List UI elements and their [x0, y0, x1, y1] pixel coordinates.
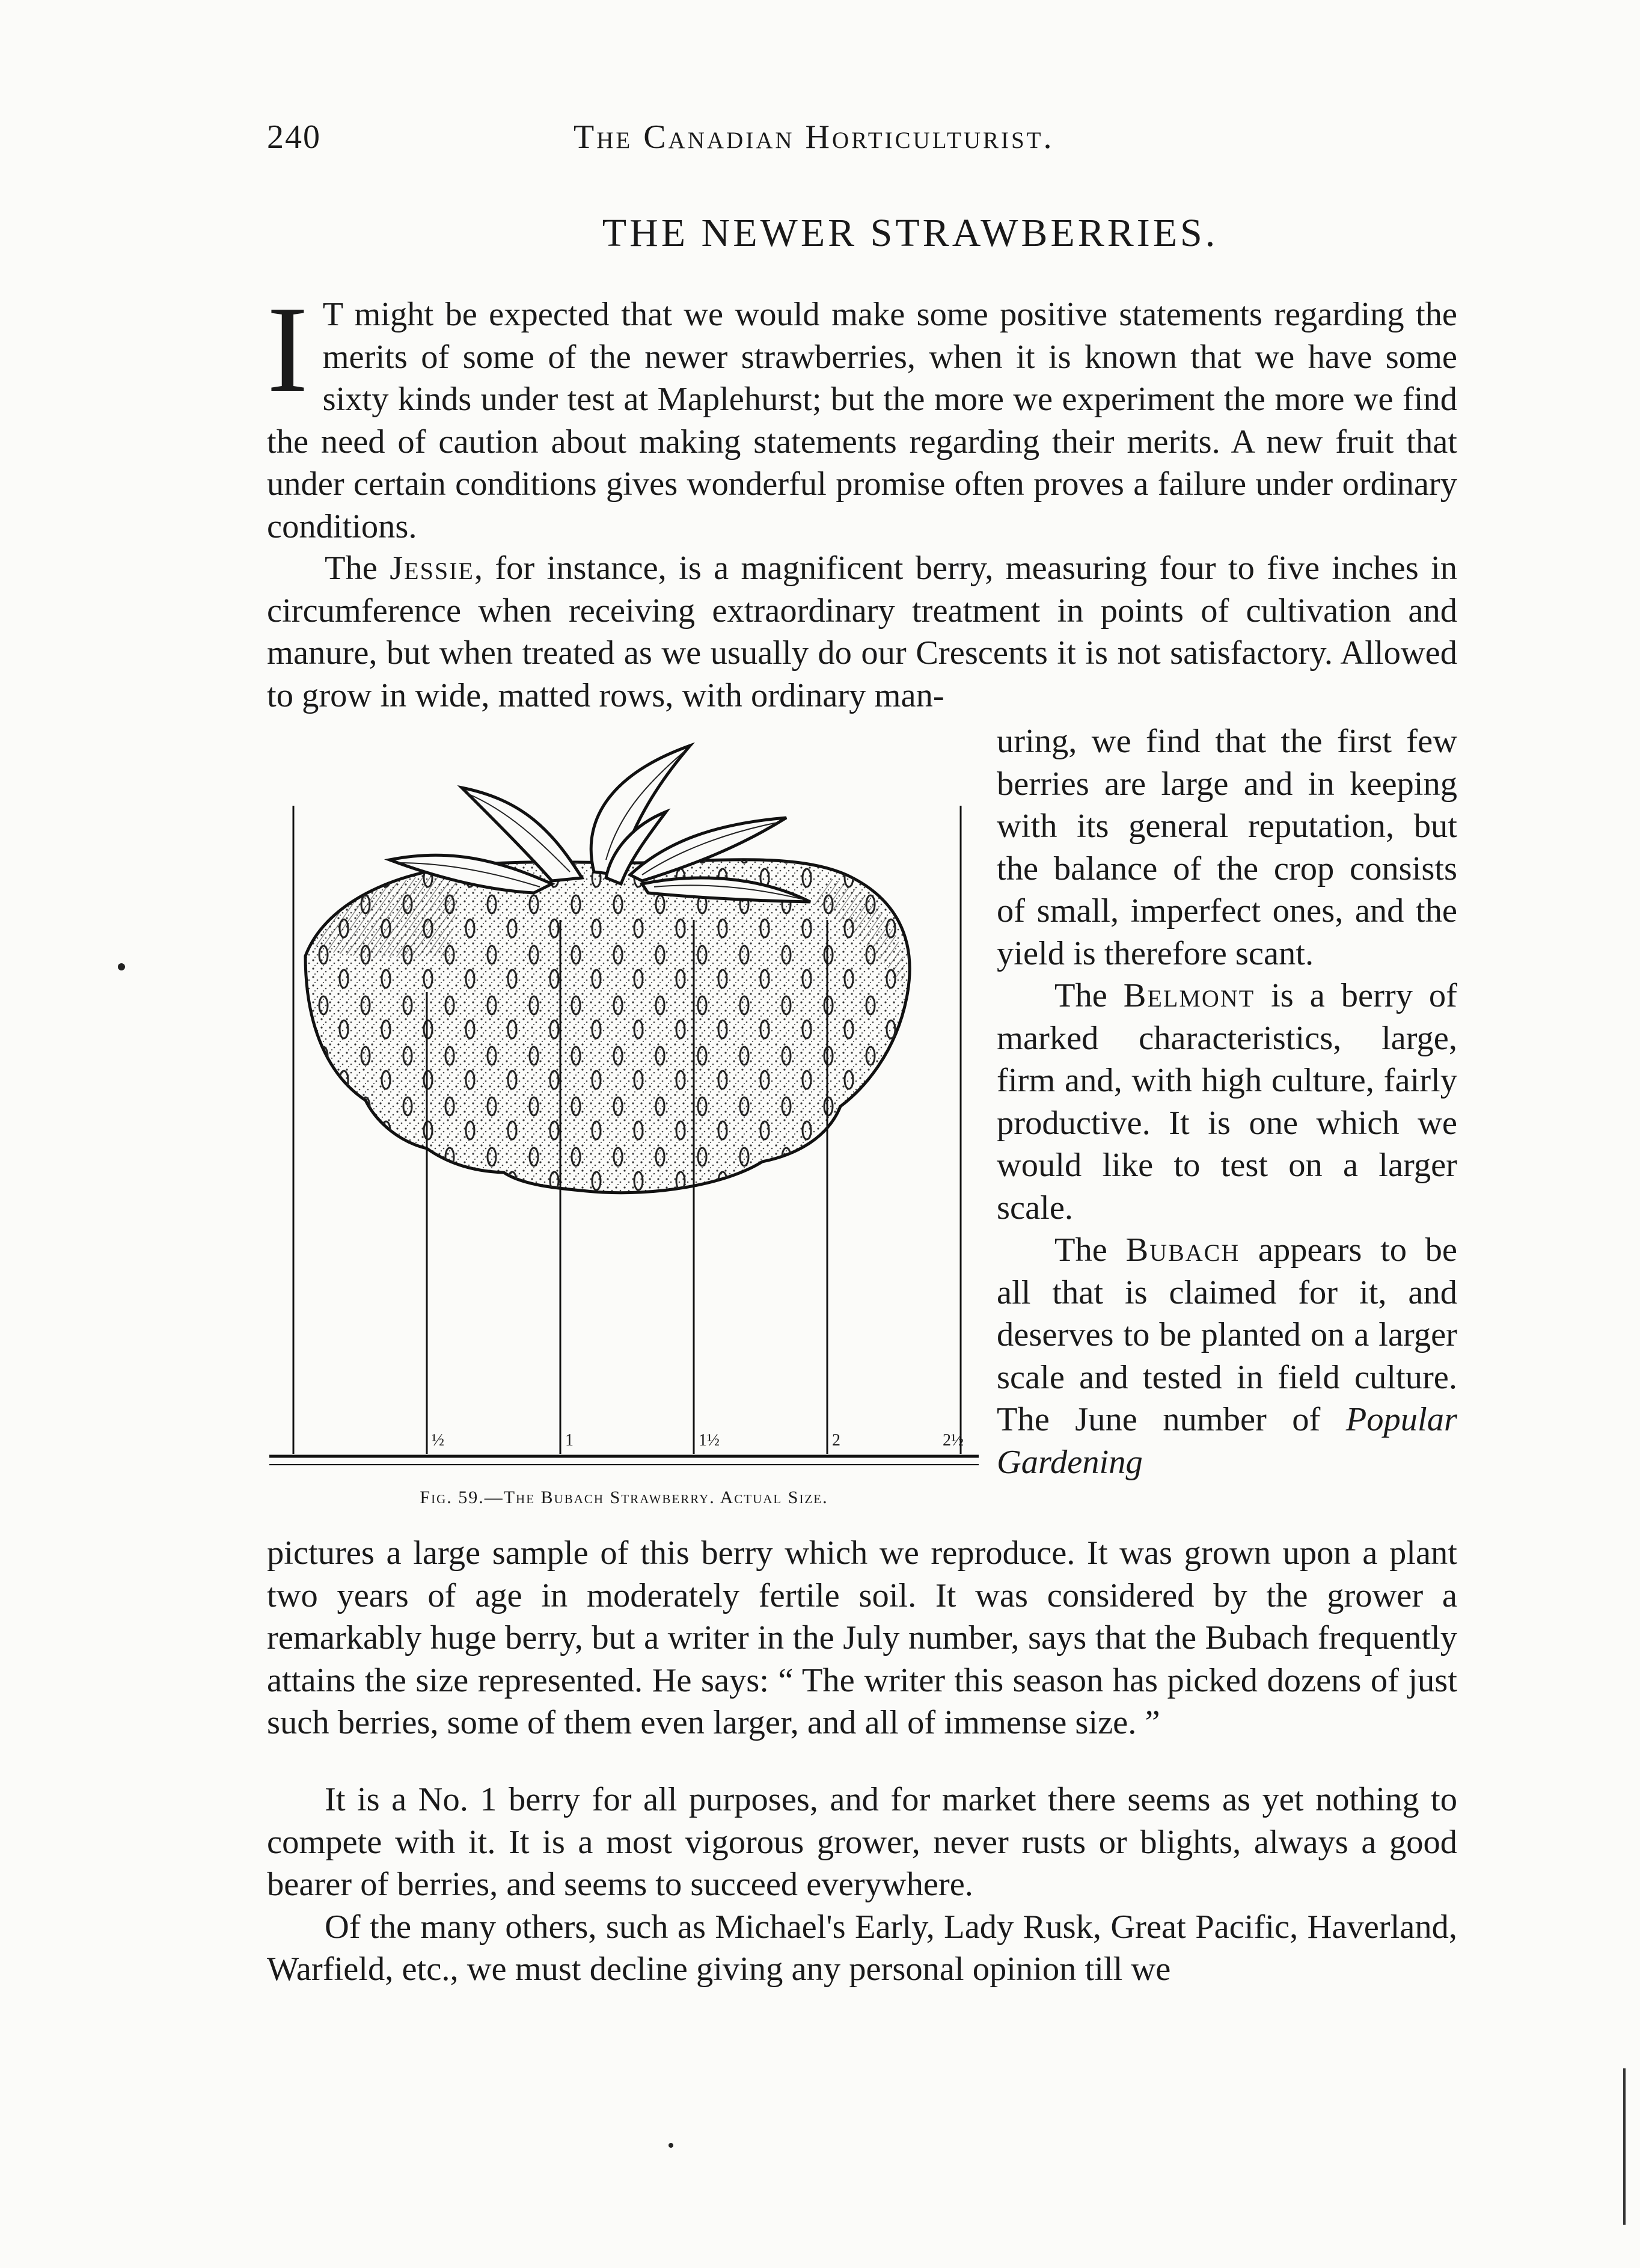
scale-label-one: 1 — [565, 1431, 574, 1450]
side-column — [997, 720, 1457, 1483]
belmont-text: is a berry of marked characteristics, large, firm and, with high culture, fairly productive. It is one which we would like to test on a larger scale. — [997, 977, 1457, 1227]
scale-label-two: 2 — [832, 1431, 840, 1450]
publication-title: Popular Gardening — [997, 1401, 1457, 1481]
jessie-continuation: uring, we find that the first few berries are large and in keeping with its general reputation, but the balance of the crop consists of small, imperfect ones, and the yield is therefore scant. — [997, 723, 1457, 972]
scale-label-two-half: 2½ — [943, 1431, 964, 1450]
scale-label-half: ½ — [432, 1431, 444, 1450]
jessie-text: , for instance, is a magnificent berry, measuring four to five inches in circumference when receiving extraordinary treatment in points of cultivation and manure, but when treated as we usually do our Crescents it is not satisfactory. Allowed to grow in wide, matted rows, with ordinary man- — [267, 550, 1457, 714]
belmont-paragraph — [997, 975, 1457, 1229]
jessie-variety-name: Jessie — [390, 550, 474, 587]
jessie-lead: The — [325, 550, 390, 587]
running-head — [267, 118, 1457, 172]
page-number: 240 — [267, 118, 321, 156]
belmont-lead: The — [1054, 977, 1124, 1014]
strawberry-illustration — [269, 740, 979, 1485]
strawberry-body — [305, 860, 910, 1193]
article-title: THE NEWER STRAWBERRIES. — [602, 211, 1219, 255]
conclusion-paragraph-2: Of the many others, such as Michael's Early, Lady Rusk, Great Pacific, Haverland, Warfield, etc., we must decline giving any personal opinion till we — [267, 1908, 1457, 1988]
journal-title: The Canadian Horticulturist. — [574, 118, 1054, 156]
jessie-paragraph — [267, 547, 1457, 717]
bubach-paragraph — [997, 1229, 1457, 1483]
conclusion — [267, 1779, 1457, 1991]
bubach-continuation: pictures a large sample of this berry which we reproduce. It was grown upon a plant two years of age in moderately fertile soil. It was considered by the grower a remarkably huge berry, but a writer in the July number, says that the Bubach frequently attains the size represented. He says: “ The writer this season has picked dozens of just such berries, some of them even larger, and all of immense size. ” — [267, 1534, 1457, 1741]
intro-text: T might be expected that we would make some positive statements regarding the merits of some of the newer strawberries, when it is known that we have some sixty kinds under test at Maplehurst; but the more we experiment the more we find the need of caution about making statements regarding their merits. A new fruit that under certain conditions gives wonderful promise often proves a failure under ordinary conditions. — [267, 296, 1457, 545]
bubach-strawberry-figure — [269, 740, 979, 1515]
ink-speck — [669, 2143, 673, 2148]
page-edge-mark — [1623, 2068, 1626, 2225]
bubach-lead: The — [1054, 1231, 1126, 1269]
intro-paragraph — [267, 280, 1457, 548]
conclusion-paragraph-1: It is a No. 1 berry for all purposes, and for market there seems as yet nothing to compete with it. It is a most vigorous grower, never rusts or blights, always a good bearer of berries, and seems to succeed everywhere. — [267, 1781, 1457, 1903]
ink-speck — [118, 963, 125, 970]
belmont-variety-name: Belmont — [1123, 977, 1255, 1014]
drop-cap: I — [267, 280, 308, 418]
bubach-text: appears to be all that is claimed for it, and deserves to be planted on a larger scale and tested in field culture. The June number of — [997, 1231, 1457, 1438]
scale-label-one-half: 1½ — [699, 1431, 720, 1450]
figure-caption: Fig. 59.—The Bubach Strawberry. Actual Size. — [420, 1488, 828, 1507]
bubach-variety-name: Bubach — [1125, 1231, 1240, 1269]
